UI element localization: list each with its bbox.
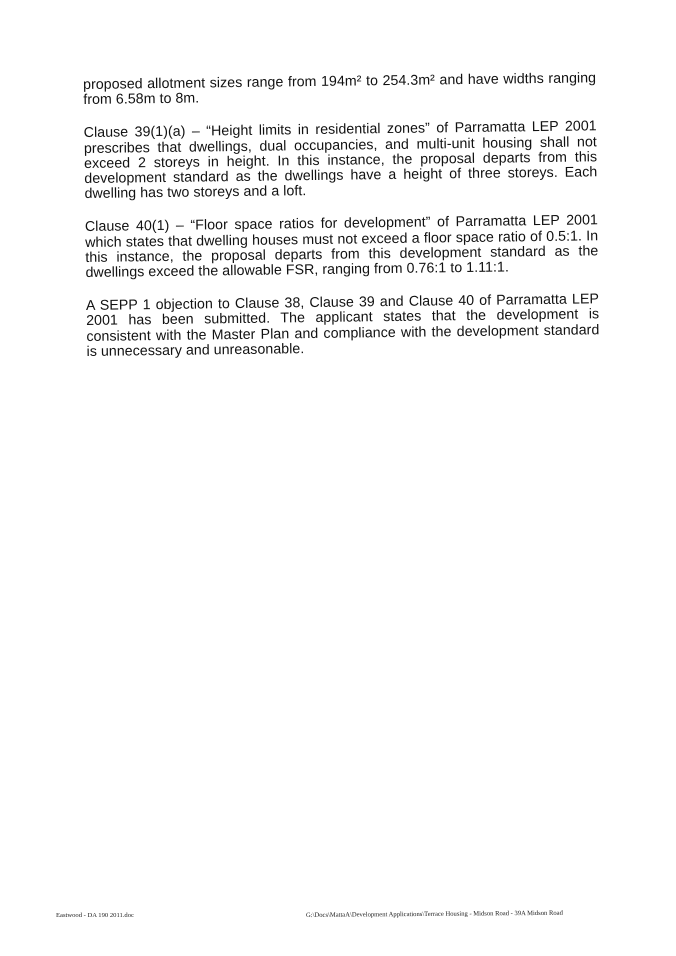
- paragraph-clause-39-height: Clause 39(1)(a) – “Height limits in residential zones” of Parramatta LEP 2001 prescribes that dwellings, dual occupancies, and multi-unit housing shall not exceed 2 storeys in height. In this instance, the proposal departs from this development standard as the dwellings have a height of three storeys. Each dwelling has two storeys and a loft.: [83, 118, 598, 203]
- footer-document-name: Eastwood - DA 190 2011.doc: [56, 912, 134, 919]
- paragraph-allotment-sizes: proposed allotment sizes range from 194m² to 254.3m² and have widths ranging from 6.58m to 8m.: [82, 70, 597, 109]
- paragraph-sepp-1-objection: A SEPP 1 objection to Clause 38, Clause 39 and Clause 40 of Parramatta LEP 2001 has been submitted. The applicant states that the development is consistent with the Master Plan and compliance with the development standard is unnecessary and unreasonable.: [85, 291, 600, 360]
- paragraph-clause-40-fsr: Clause 40(1) – “Floor space ratios for development” of Parramatta LEP 2001 which states that dwelling houses must not exceed a floor space ratio of 0.5:1. In this instance, the proposal departs from this development standard as the dwellings exceed the allowable FSR, ranging from 0.76:1 to 1.11:1.: [84, 212, 599, 282]
- document-body: [83, 71, 600, 378]
- footer-file-path: G:\Docs\MattaA\Development Applications\Terrace Housing - Midson Road - 39A Midson Road: [306, 909, 563, 919]
